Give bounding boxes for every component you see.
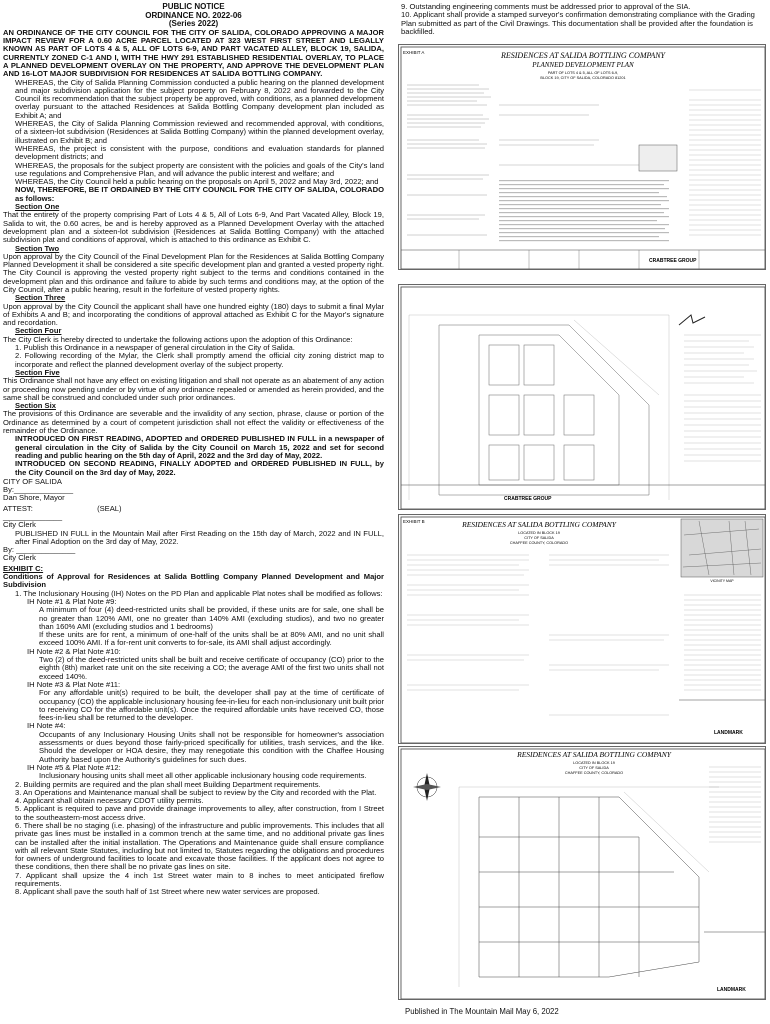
ih-note-heading: IH Note #2 & Plat Note #10:	[27, 646, 121, 656]
publication-footer: Published in The Mountain Mail May 6, 2022	[405, 1007, 559, 1016]
plan-location: BLOCK 19, CITY OF SALIDA, COLORADO 81201	[540, 76, 626, 80]
ih-note-heading: IH Note #5 & Plat Note #12:	[27, 762, 121, 772]
plat-block: LOCATED IN BLOCK 19	[573, 761, 615, 765]
ordinance-title: AN ORDINANCE OF THE CITY COUNCIL FOR THE CITY OF SALIDA, COLORADO APPROVING A MAJOR IMPACT REVIEW FOR A 0.60 ACRE PARCEL LOCATED AT 323 WEST FIRST STREET AND LEGALLY KNOWN AS PART OF LOTS 4 & 5, ALL OF LOTS 6-9, AND PART VACATED ALLEY, BLOCK 19, SALIDA, CURRENTLY ZONED C-1 AND I, WITH THE HWY 291 ESTABLISHED RESIDENTIAL OVERLAY, TO PLACE A PLANNED DEVELOPMENT OVERLAY ON THE PROPERTY, AND APPROVE THE DEVELOPMENT PLAN AND 16-LOT MAJOR SUBDIVISION FOR RESIDENCES AT SALIDA BOTTLING COMPANY.	[3, 27, 384, 79]
plat-sheet-one-image	[398, 514, 766, 744]
plat-sheet-two-image	[398, 746, 766, 1000]
attest-label: ATTEST:	[3, 503, 33, 513]
ih-note-heading: IH Note #1 & Plat Note #9:	[27, 596, 117, 606]
section-one	[3, 203, 384, 244]
notice-header	[3, 3, 384, 29]
condition-item: 6. There shall be no staging (i.e. phasing) of the infrastructure and public improvements. This includes that all private gas lines must be installed in a common trench at the same time, and no additional private gas lines can be installed after the initial installation. The Operations and Maintenance guide shall ensure compliance with all relevant State Statutes, including but not limited to, Statutes regarding the obligations and procedures for owners of underground facilities to locate and excavate those facilities. If the applicant does not agree to these conditions, then there shall be no private gas lines on site.	[15, 820, 384, 872]
series-label: (Series 2022)	[168, 19, 219, 29]
ih-note	[3, 681, 384, 722]
mayor-name: Dan Shore, Mayor	[3, 493, 65, 503]
condition-item: 2. Building permits are required and the plan shall meet Building Department requirements.	[15, 779, 321, 789]
plan-subtitle: PLANNED DEVELOPMENT PLAN	[532, 61, 634, 69]
ih-note-body: Inclusionary housing units shall meet all other applicable inclusionary housing code requirements.	[39, 771, 367, 781]
plat-city: CITY OF SALIDA	[579, 766, 609, 770]
surveyor-logo: LANDMARK	[717, 987, 746, 993]
whereas-paragraph: WHEREAS, the City of Salida Planning Commission reviewed and recommended approval, with conditions, of a sixteen-lot subdivision (Residences at Salida Bottling Company) within the planned development overlay, illustrated on Exhibit B; and	[15, 119, 384, 145]
surveyor-logo: LANDMARK	[714, 730, 743, 736]
vicinity-map-label: VICINITY MAP	[710, 579, 734, 583]
section-two	[3, 245, 384, 295]
ih-note	[3, 648, 384, 681]
clerk-signature-line: ______________	[3, 512, 63, 521]
site-plan-image	[398, 284, 766, 510]
notice-label: PUBLIC NOTICE	[162, 2, 225, 11]
development-plan-image	[398, 44, 766, 270]
condition-item: 3. An Operations and Maintenance manual shall be subject to review by the City and recorded with the Plat.	[15, 787, 377, 797]
plat-block: LOCATED IN BLOCK 19	[518, 531, 560, 535]
ih-note	[3, 722, 384, 763]
ih-note-body: Occupants of any Inclusionary Housing Units shall not be responsible for homeowner's association assessments or dues beyond those fairly-priced specifically for utilities, trash services, and the like. Should the developer or HOA desire, they may renegotiate this condition with the Chaffee Housing Authority based upon the Authority's guidelines for such dues.	[39, 729, 384, 764]
signature-line: By: ______________	[3, 545, 76, 555]
plat-county: CHAFFEE COUNTY, COLORADO	[509, 541, 569, 545]
exhibit-b-label: EXHIBIT B	[403, 519, 425, 524]
condition-item: 5. Applicant is required to pave and provide drainage improvements to alley, after construction, from I Street to the southeastern-most access drive.	[15, 804, 384, 822]
ordinance-number: ORDINANCE NO. 2022-06	[145, 10, 242, 20]
ih-note	[3, 764, 384, 781]
condition-item: 8. Applicant shall pave the south half of 1st Street where new water services are proposed.	[15, 887, 320, 897]
whereas-paragraph: WHEREAS, the City Council held a public hearing on the proposals on April 5, 2022 and May 3rd, 2022; and	[15, 177, 379, 187]
plan-legal: PART OF LOTS 4 & 5, ALL OF LOTS 6-9,	[547, 71, 619, 75]
ih-note-body: A minimum of four (4) deed-restricted units shall be provided, if these units are for sale, one shall be no greater than 120% AMI, one no greater than 140% AMI (excluding studios), and two no greater than 160% AMI (excluding studios and 1 bedrooms) If these units are for rent, a minimum of one-half of the units shall be at 80% AMI, and no unit shall exceed 100% AMI. If a for-rent unit converts to for-sale, its AMI shall adjust accordingly.	[39, 605, 384, 648]
whereas-paragraph: WHEREAS, the City of Salida Planning Commission conducted a public hearing on the planned development and major subdivision application for the subject property on February 8, 2022 and forwarded to the City Council its recommendation that the subject property be approved, with conditions, as a planned development overlay pursuant to the attached Residences at Salida Bottling Company development plan included as Exhibit A; and	[15, 77, 384, 120]
whereas-paragraph: WHEREAS, the project is consistent with the purpose, conditions and evaluation standards for planned development districts; and	[15, 143, 384, 162]
ih-note-body: For any affordable unit(s) required to be built, the developer shall pay at the time of certificate of occupancy (CO) the applicable inclusionary housing fee-in-lieu for each non-inclusionary unit built prior to receiving CO for the affordable unit(s). Once the required affordable units have received CO, those fees-in-lieu shall be returned to the developer.	[39, 688, 384, 723]
section-body: The provisions of this Ordinance are severable and the invalidity of any section, phrase, clause or portion of the Ordinance as determined by a court of competent jurisdiction shall not effect the validity or effectiveness of the remainder of the Ordinance.	[3, 409, 384, 436]
condition-item: 1. The Inclusionary Housing (IH) Notes on the PD Plan and applicable Plat notes shall be modified as follows:	[15, 588, 383, 598]
condition-item: 9. Outstanding engineering comments must be addressed prior to approval of the SIA.	[401, 2, 691, 11]
section-heading: Section Three	[15, 293, 66, 303]
plat-title: RESIDENCES AT SALIDA BOTTLING COMPANY	[517, 750, 671, 759]
ih-note-heading: IH Note #4:	[27, 721, 66, 731]
clerk-title: City Clerk	[3, 520, 36, 530]
city-name: CITY OF SALIDA	[3, 476, 62, 486]
continued-conditions	[401, 3, 767, 36]
section-heading: Section Six	[15, 401, 56, 411]
list-item: 2. Following recording of the Mylar, the Clerk shall promptly amend the official city zoning district map to incorporate and reflect the planned development overlay of the subject property.	[15, 351, 384, 369]
publication-note: PUBLISHED IN FULL in the Mountain Mail after First Reading on the 15th day of March, 2022 and IN FULL, after Final Adoption on the 3rd day of May, 2022.	[15, 528, 384, 546]
section-body: The City Clerk is hereby directed to undertake the following actions upon the adoption of this Ordinance:	[3, 334, 353, 344]
section-body: Upon approval by the City Council the applicant shall have one hundred eighty (180) days to submit a final Mylar of Exhibits A and B; and incorporating the conditions of approval attached as Exhibit C for the Mayor's signature and recordation.	[3, 301, 384, 328]
ih-note	[3, 598, 384, 648]
ordinance-column	[3, 3, 384, 897]
exhibit-subtitle: Conditions of Approval for Residences at Salida Bottling Company Planned Development and Major Subdivision	[3, 572, 384, 590]
section-six	[3, 402, 384, 435]
plat-city: CITY OF SALIDA	[524, 536, 554, 540]
plat-county: CHAFFEE COUNTY, COLORADO	[564, 771, 624, 775]
seal-label: (SEAL)	[97, 503, 122, 513]
ih-note-heading: IH Note #3 & Plat Note #11:	[27, 679, 121, 689]
exhibit-title: EXHIBIT C:	[3, 563, 44, 573]
section-heading: Section Five	[15, 367, 60, 377]
condition-item: 7. Applicant shall upsize the 4 inch 1st Street water main to 8 inches to meet anticipated fireflow requirements.	[15, 870, 384, 889]
now-therefore: NOW, THEREFORE, BE IT ORDAINED BY THE CITY COUNCIL FOR THE CITY OF SALIDA, COLORADO as follows:	[15, 185, 384, 203]
section-heading: Section One	[15, 202, 60, 212]
whereas-paragraph: WHEREAS, the proposals for the subject property are consistent with the policies and goals of the City's land use regulations and Comprehensive Plan, and will advance the public interest and welfare; and	[15, 160, 384, 178]
section-three	[3, 294, 384, 327]
second-reading: INTRODUCED ON SECOND READING, FINALLY ADOPTED and ORDERED PUBLISHED IN FULL, by the City Council on the 3rd day of May, 2022.	[15, 459, 384, 477]
ih-note-body: Two (2) of the deed-restricted units shall be built and receive certificate of occupancy (CO) prior to the eighth (8th) market rate unit on the site receiving a CO; the average AMI of the first two units shall not exceed 140%.	[39, 655, 384, 681]
section-body: This Ordinance shall not have any effect on existing litigation and shall not operate as an abatement of any action or proceeding now pending under or by virtue of any ordinance repealed or amended as herein provided, and the same shall be construed and concluded under such prior ordinances.	[3, 376, 384, 402]
section-five	[3, 369, 384, 402]
signature-line: By:______________	[3, 485, 74, 495]
first-reading: INTRODUCED ON FIRST READING, ADOPTED and ORDERED PUBLISHED IN FULL in a newspaper of general circulation in the City of Salida by the City Council on March 15, 2022 and set for second reading and public hearing on the 5th day of April, 2022 and the 3rd day of May, 2022.	[15, 434, 384, 460]
clerk-title: City Clerk	[3, 553, 36, 563]
firm-logo: CRABTREE GROUP	[504, 496, 552, 502]
section-body: Upon approval by the City Council of the Final Development Plan for the Residences at Salida Bottling Company Planned Development it shall be considered a site specific development plan and granted a vested property right. The City Council is approving the vested property right subject to the terms and conditions contained in the development plan and this ordinance and failure to abide by such terms and conditions may, at the option of the City Council, after a public hearing, result in the forfeiture of vested property rights.	[3, 251, 384, 294]
signature-block	[3, 478, 384, 530]
firm-logo: CRABTREE GROUP	[649, 258, 697, 264]
section-heading: Section Four	[15, 326, 62, 336]
condition-item: 10. Applicant shall provide a stamped surveyor's confirmation demonstrating compliance with the Grading Plan submitted as part of the Civil Drawings. This documentation shall be provided after the foundation is backfilled.	[401, 10, 755, 36]
section-four	[3, 327, 384, 368]
list-item: 1. Publish this Ordinance in a newspaper of general circulation in the City of Salida.	[15, 343, 295, 353]
condition-item: 4. Applicant shall obtain necessary CDOT utility permits.	[15, 796, 204, 806]
exhibit-a-label: EXHIBIT A	[403, 50, 425, 55]
section-body: That the entirety of the property comprising Part of Lots 4 & 5, All of Lots 6-9, And Part Vacated Alley, Block 19, Salida to wit, the 0.60 acres, be and is hereby approved as a Planned Development Overlay with the attached development plan and a sixteen-lot subdivision (Residences at Salida Bottling Company) with the attached subdivision plat and conditions of approval, which is attached to this ordinance as Exhibit C.	[3, 210, 384, 245]
plat-title: RESIDENCES AT SALIDA BOTTLING COMPANY	[462, 520, 616, 529]
section-heading: Section Two	[15, 243, 60, 253]
plan-title: RESIDENCES AT SALIDA BOTTLING COMPANY	[500, 51, 666, 60]
